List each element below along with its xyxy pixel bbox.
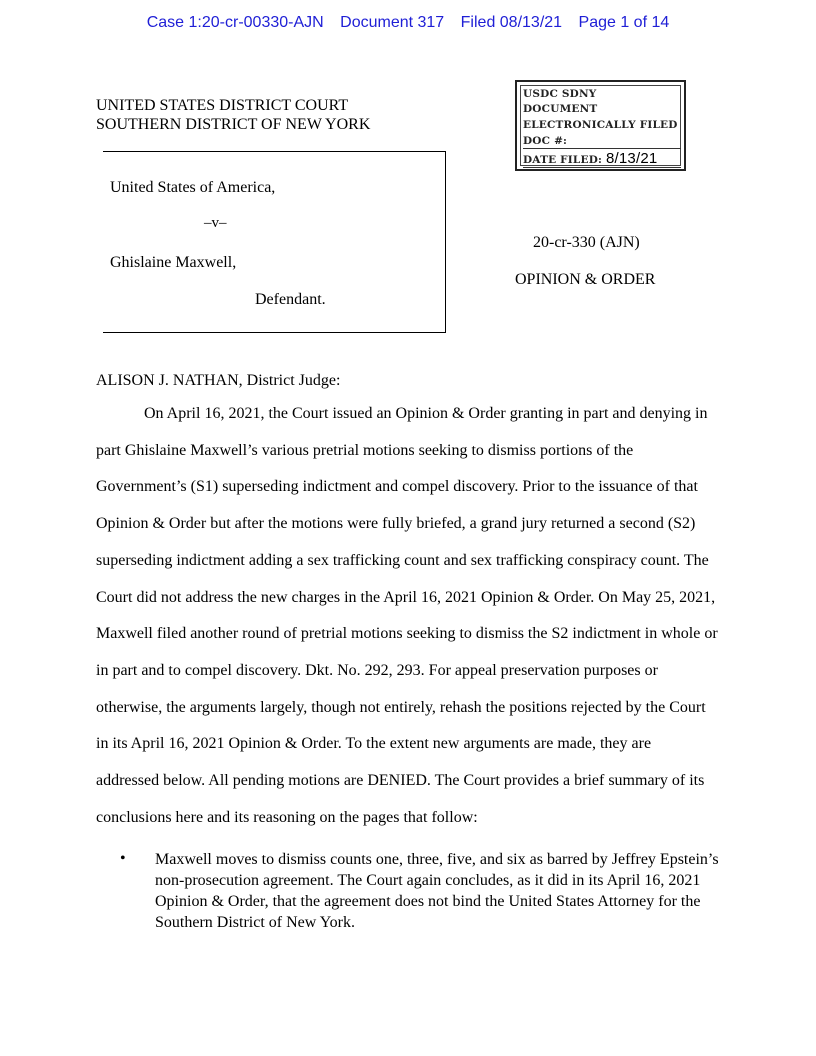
stamp-date-value: 8/13/21 [605, 150, 658, 167]
bullet-symbol: • [120, 850, 126, 867]
page-count: Page 1 of 14 [578, 14, 670, 31]
court-line-1: UNITED STATES DISTRICT COURT [96, 97, 349, 114]
opinion-paragraph: On April 16, 2021, the Court issued an Opinion & Order granting in part and denying in part Ghislaine Maxwell’s various pretrial motions seeking to dismiss portions of the Government’s (S1) superseding indictment and compel discovery. Prior to the issuance of that Opinion & Order but after the motions were fully briefed, a grand jury returned a second (S2) superseding indictment adding a sex trafficking count and sex trafficking conspiracy count. The Court did not address the new charges in the April 16, 2021 Opinion & Order. On May 25, 2021, Maxwell filed another round of pretrial motions seeking to dismiss the S2 indictment in whole or in part and to compel discovery. Dkt. No. 292, 293. For appeal preservation purposes or otherwise, the arguments largely, though not entirely, rehash the positions rejected by the Court in its April 16, 2021 Opinion & Order. To the extent new arguments are made, they are addressed below. All pending motions are DENIED. The Court provides a brief summary of its conclusions here and its reasoning on the pages that follow: [96, 405, 718, 826]
document-number: Document 317 [340, 14, 445, 31]
stamp-line-document: DOCUMENT [523, 103, 598, 115]
caption-versus: –v– [204, 215, 227, 231]
court-name [96, 96, 370, 134]
document-title: OPINION & ORDER [515, 271, 656, 288]
filing-stamp [515, 80, 686, 171]
filed-date: Filed 08/13/21 [460, 14, 563, 31]
case-number: 20-cr-330 (AJN) [533, 234, 640, 251]
caption-plaintiff: United States of America, [110, 179, 276, 196]
stamp-line-electronic: ELECTRONICALLY FILED [523, 119, 678, 131]
stamp-date-label: DATE FILED: [523, 154, 603, 166]
ecf-header [0, 14, 816, 32]
bullet-text: Maxwell moves to dismiss counts one, three, five, and six as barred by Jeffrey Epstein’s non-prosecution agreement. The Court again concludes, as it did in its April 16, 2021 Opinion & Order, that the agreement does not bind the United States Attorney for the Southern District of New York. [155, 851, 719, 931]
case-number-header: Case 1:20-cr-00330-AJN [146, 14, 324, 31]
court-line-2: SOUTHERN DISTRICT OF NEW YORK [96, 116, 371, 133]
caption-defendant-name: Ghislaine Maxwell, [110, 254, 237, 271]
stamp-line-doc-number [523, 135, 681, 149]
judge-line: ALISON J. NATHAN, District Judge: [96, 372, 341, 389]
caption-defendant-label: Defendant. [255, 291, 326, 308]
stamp-line-usdc: USDC SDNY [523, 88, 597, 100]
stamp-line-date [523, 150, 681, 168]
stamp-doc-label: DOC #: [523, 135, 568, 147]
